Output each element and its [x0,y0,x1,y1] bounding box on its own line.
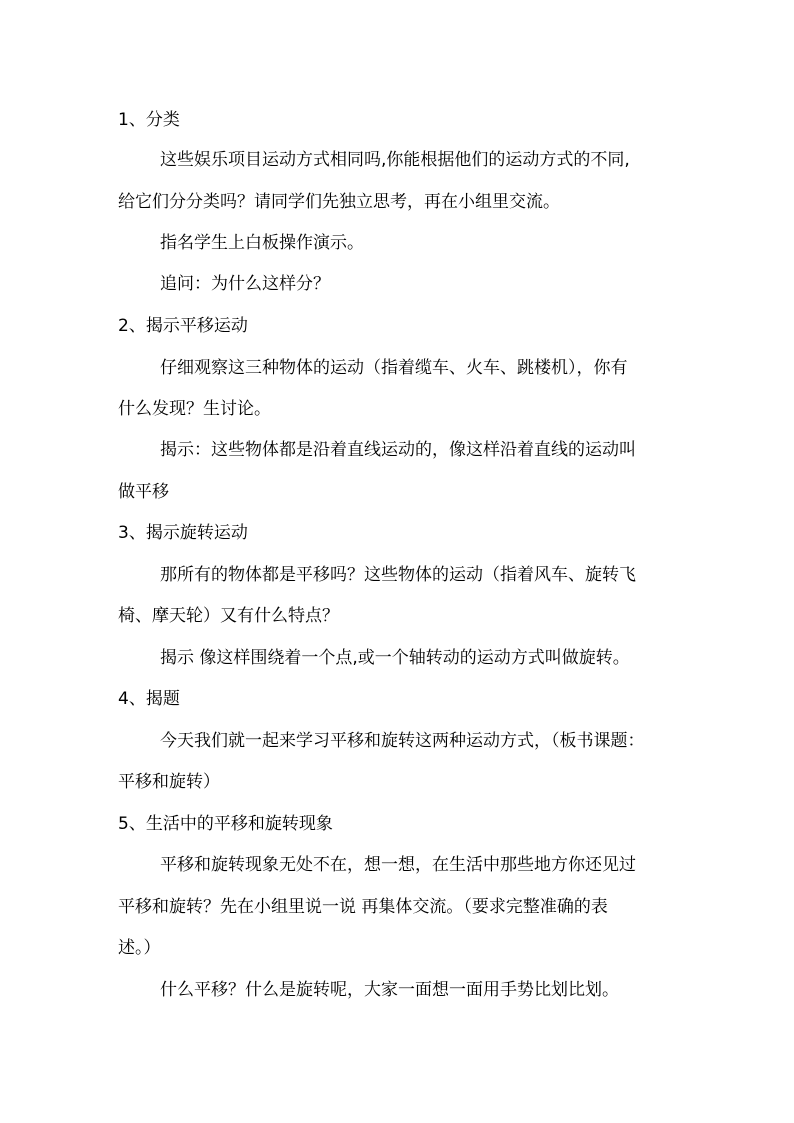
section-heading-1: 1、分类 [118,110,180,130]
paragraph-line: 平移和旋转） [118,772,220,792]
section-heading-5: 5、生活中的平移和旋转现象 [118,814,333,834]
paragraph-line: 什么平移？什么是旋转呢，大家一面想一面用手势比划比划。 [160,980,619,1000]
paragraph-line: 指名学生上白板操作演示。 [160,233,364,253]
paragraph-line: 今天我们就一起来学习平移和旋转这两种运动方式，（板书课题： [160,731,645,751]
paragraph-line: 椅、摩天轮）又有什么特点？ [118,606,339,626]
paragraph-line: 仔细观察这三种物体的运动（指着缆车、火车、跳楼机），你有 [160,358,628,378]
paragraph-line: 揭示：这些物体都是沿着直线运动的，像这样沿着直线的运动叫 [160,440,636,460]
paragraph-line: 平移和旋转现象无处不在，想一想，在生活中那些地方你还见过 [160,855,636,875]
section-heading-3: 3、揭示旋转运动 [118,523,248,543]
paragraph-line: 这些娱乐项目运动方式相同吗,你能根据他们的运动方式的不同, [160,150,630,170]
paragraph-line: 给它们分分类吗？请同学们先独立思考，再在小组里交流。 [118,192,560,212]
paragraph-line: 那所有的物体都是平移吗？这些物体的运动（指着风车、旋转飞 [160,565,636,585]
paragraph-line: 平移和旋转？先在小组里说一说 再集体交流。（要求完整准确的表 [118,897,608,917]
section-heading-4: 4、揭题 [118,689,180,709]
section-heading-2: 2、揭示平移运动 [118,316,248,336]
paragraph-line: 做平移 [118,482,169,502]
paragraph-line: 揭示 像这样围绕着一个点,或一个轴转动的运动方式叫做旋转。 [160,648,630,668]
paragraph-line: 述。） [118,938,161,958]
paragraph-line: 什么发现？生讨论。 [118,399,271,419]
paragraph-line: 追问：为什么这样分？ [160,274,330,294]
